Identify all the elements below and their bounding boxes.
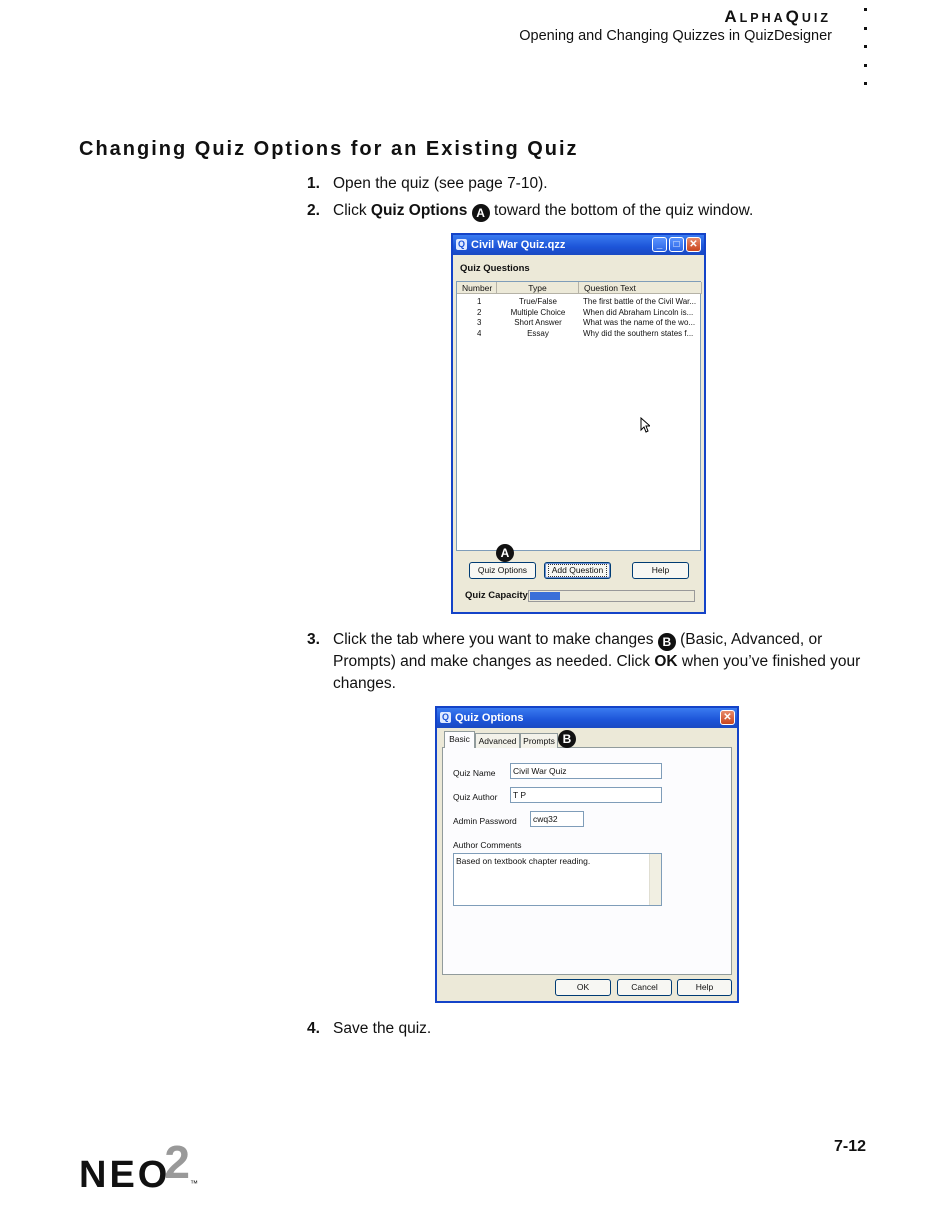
step-text: Open the quiz (see page 7-10). [333,175,548,192]
quiz-capacity-fill [530,592,560,600]
logo-sup: 2 [164,1136,190,1188]
table-row[interactable] [457,329,700,339]
admin-password-label: Admin Password [453,816,517,826]
quiz-questions-title: Quiz Questions [460,263,530,274]
row-text: The first battle of the Civil War... [583,297,697,306]
close-icon[interactable]: ✕ [686,237,701,252]
decorative-dots [864,8,870,101]
header-subtitle: Opening and Changing Quizzes in QuizDesigner [519,28,832,44]
maximize-icon[interactable]: □ [669,237,684,252]
quiz-capacity-bar [528,590,695,602]
quiz-author-input[interactable]: T P [510,787,662,803]
quiz-author-label: Quiz Author [453,792,498,802]
neo2-logo [79,1136,198,1197]
row-text: When did Abraham Lincoln is... [583,307,694,317]
tab-advanced[interactable]: Advanced [475,733,520,748]
app-icon: Q [457,239,465,249]
logo-text: NEO [79,1154,171,1196]
callout-badge-b: B [558,730,576,748]
step-text-pre: Click [333,202,371,219]
quiz-options-titlebar[interactable] [437,708,737,728]
section-title: Changing Quiz Options for an Existing Quiz [79,138,579,160]
brand-lpha: LPHA [739,11,786,25]
row-number: 1 [477,297,482,306]
callout-badge-a: A [496,544,514,562]
step-number: 3. [307,631,320,648]
step-text: Save the quiz. [333,1020,432,1037]
quiz-window [451,233,706,614]
table-row[interactable] [457,308,700,318]
row-type: Essay [527,328,549,338]
row-number: 3 [477,318,482,327]
step-number: 1. [307,175,320,192]
table-row[interactable] [457,318,700,328]
quiz-name-input[interactable]: Civil War Quiz [510,763,662,779]
app-icon: Q [441,712,449,722]
step-text-pre: Click the tab where you want to make changes [333,631,658,648]
help-button[interactable]: Help [632,562,689,579]
row-type: Multiple Choice [510,307,566,317]
author-comments-textarea[interactable] [453,853,662,906]
step-text [333,200,863,222]
row-text: What was the name of the wo... [583,318,696,327]
window-title: Civil War Quiz.qzz [471,239,566,251]
callout-badge-b: B [658,633,676,651]
comments-scrollbar[interactable] [649,854,661,905]
header-brand [724,7,831,27]
row-text: Why did the southern states f... [583,328,694,338]
brand-uiz: UIZ [801,11,831,25]
step-number: 4. [307,1020,320,1037]
quiz-capacity-label: Quiz Capacity [465,590,528,601]
column-header-question-text[interactable]: Question Text [579,282,702,294]
quiz-window-titlebar[interactable] [453,235,704,255]
step-text-post: toward the bottom of the quiz window. [489,202,754,219]
add-question-label: Add Question [548,564,608,577]
quiz-options-window [435,706,739,1003]
admin-password-input[interactable]: cwq32 [530,811,584,827]
ok-button[interactable]: OK [555,979,611,996]
row-type: True/False [519,297,557,306]
row-number: 2 [477,307,482,317]
help-button[interactable]: Help [677,979,732,996]
cancel-button[interactable]: Cancel [617,979,672,996]
tab-prompts[interactable]: Prompts [520,733,558,748]
row-type: Short Answer [514,318,562,327]
brand-q: Q [785,7,802,26]
author-comments-label: Author Comments [453,840,522,850]
questions-list[interactable] [456,281,701,551]
row-number: 4 [477,328,482,338]
step-text-mid: (Basic, Advanced, or Prompts) and make changes as needed. Click [333,631,823,670]
mouse-cursor-icon [640,417,650,433]
author-comments-text: Based on textbook chapter reading. [456,856,591,866]
page-number: 7-12 [833,1138,866,1155]
step-number: 2. [307,202,320,219]
add-question-button[interactable] [544,562,611,579]
close-icon[interactable]: ✕ [720,710,735,725]
step-text-bold: OK [654,653,678,670]
tab-basic[interactable]: Basic [444,731,475,748]
brand-a: A [724,7,740,26]
step-text-bold: Quiz Options [370,202,468,219]
step-text [333,629,863,695]
logo-tm: ™ [189,1179,198,1188]
window-title: Quiz Options [455,712,524,724]
table-row[interactable] [457,297,700,307]
quiz-options-button[interactable]: Quiz Options [469,562,536,579]
minimize-icon[interactable]: _ [652,237,667,252]
column-header-type[interactable]: Type [497,282,579,294]
step-text-post: when you’ve finished your changes. [333,653,861,692]
callout-badge-a: A [472,204,490,222]
column-header-number[interactable]: Number [457,282,497,294]
quiz-name-label: Quiz Name [453,768,496,778]
